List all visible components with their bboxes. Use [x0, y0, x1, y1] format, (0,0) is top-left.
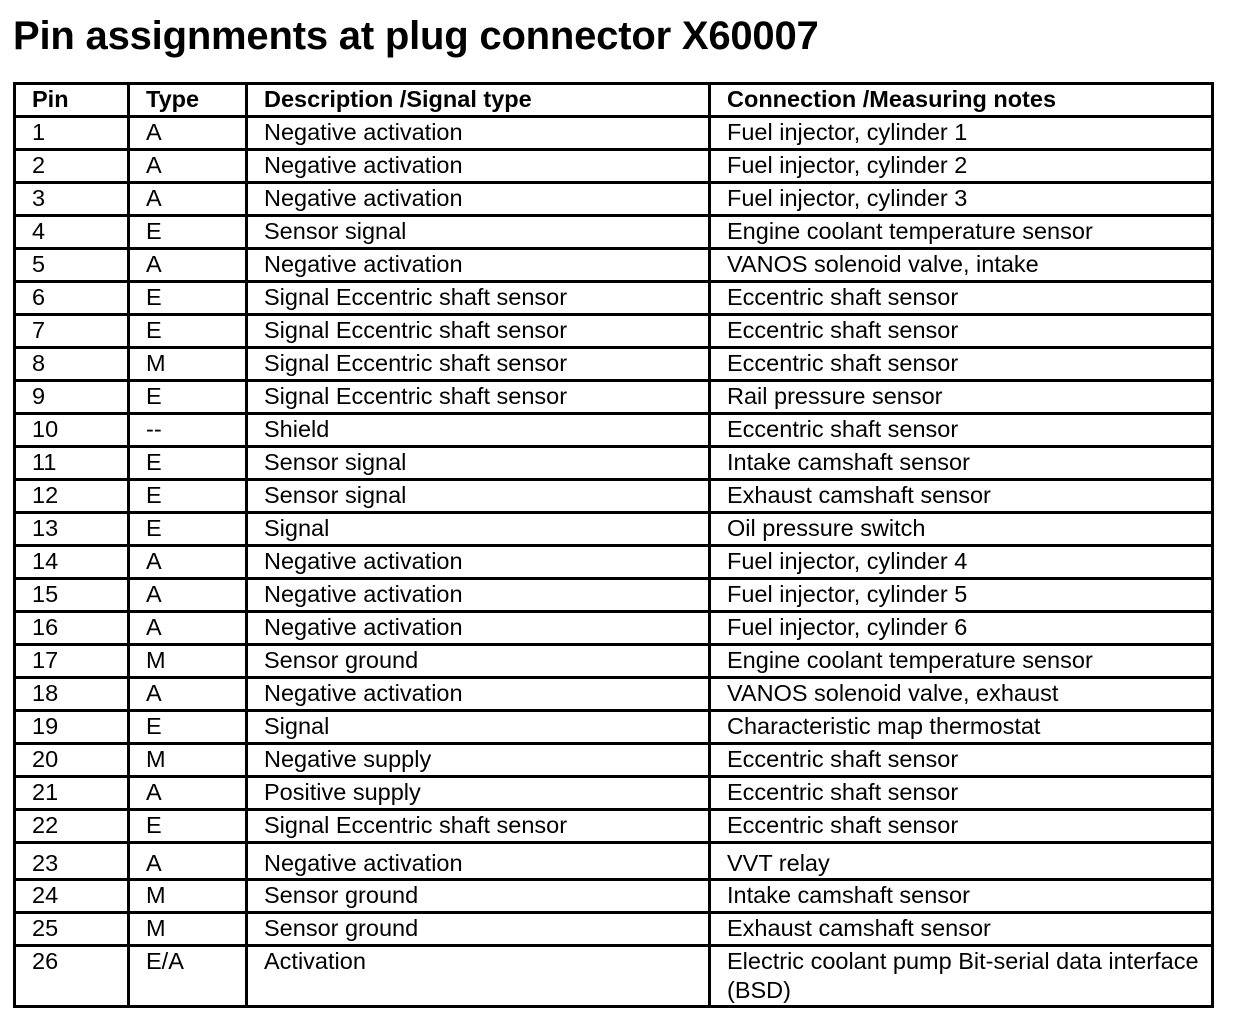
table-row — [15, 579, 1213, 612]
pin-cell: 1 — [15, 117, 129, 150]
pin-cell: 3 — [15, 183, 129, 216]
description-cell: Shield — [247, 414, 710, 447]
type-cell: E — [129, 447, 247, 480]
column-header-connection: Connection /Measuring notes — [710, 84, 1213, 117]
table-row — [15, 348, 1213, 381]
description-cell: Signal Eccentric shaft sensor — [247, 381, 710, 414]
connection-cell: Fuel injector, cylinder 4 — [710, 546, 1213, 579]
type-cell: E — [129, 711, 247, 744]
table-row — [15, 612, 1213, 645]
pin-cell: 26 — [15, 946, 129, 1007]
pin-cell: 7 — [15, 315, 129, 348]
pin-cell: 18 — [15, 678, 129, 711]
description-cell: Sensor ground — [247, 880, 710, 913]
connection-cell: VVT relay — [710, 843, 1213, 880]
description-cell: Negative activation — [247, 249, 710, 282]
type-cell: A — [129, 843, 247, 880]
table-row — [15, 946, 1213, 1007]
description-cell: Sensor signal — [247, 480, 710, 513]
table-row — [15, 282, 1213, 315]
connection-cell: Eccentric shaft sensor — [710, 282, 1213, 315]
connection-cell: Eccentric shaft sensor — [710, 414, 1213, 447]
type-cell: A — [129, 249, 247, 282]
description-cell: Signal Eccentric shaft sensor — [247, 282, 710, 315]
description-cell: Negative activation — [247, 117, 710, 150]
type-cell: E/A — [129, 946, 247, 1007]
pin-cell: 12 — [15, 480, 129, 513]
connection-cell: Engine coolant temperature sensor — [710, 216, 1213, 249]
connection-cell: Exhaust camshaft sensor — [710, 480, 1213, 513]
connection-cell: Engine coolant temperature sensor — [710, 645, 1213, 678]
type-cell: M — [129, 348, 247, 381]
description-cell: Signal — [247, 711, 710, 744]
type-cell: M — [129, 645, 247, 678]
connection-cell: Fuel injector, cylinder 5 — [710, 579, 1213, 612]
description-cell: Sensor signal — [247, 216, 710, 249]
pin-cell: 22 — [15, 810, 129, 843]
table-row — [15, 645, 1213, 678]
table-row — [15, 810, 1213, 843]
description-cell: Negative activation — [247, 678, 710, 711]
connection-cell: Electric coolant pump Bit-serial data interface (BSD) — [710, 946, 1213, 1007]
type-cell: E — [129, 282, 247, 315]
description-cell: Sensor ground — [247, 645, 710, 678]
connection-cell: Characteristic map thermostat — [710, 711, 1213, 744]
pin-cell: 17 — [15, 645, 129, 678]
type-cell: E — [129, 513, 247, 546]
type-cell: -- — [129, 414, 247, 447]
column-header-description: Description /Signal type — [247, 84, 710, 117]
type-cell: A — [129, 579, 247, 612]
table-row — [15, 711, 1213, 744]
table-row — [15, 183, 1213, 216]
connection-cell: Eccentric shaft sensor — [710, 744, 1213, 777]
description-cell: Signal Eccentric shaft sensor — [247, 315, 710, 348]
type-cell: E — [129, 216, 247, 249]
description-cell: Sensor signal — [247, 447, 710, 480]
pin-cell: 5 — [15, 249, 129, 282]
pin-cell: 21 — [15, 777, 129, 810]
table-row — [15, 843, 1213, 880]
connection-cell: Intake camshaft sensor — [710, 447, 1213, 480]
type-cell: M — [129, 880, 247, 913]
table-row — [15, 678, 1213, 711]
pin-assignment-table — [13, 82, 1214, 1008]
type-cell: A — [129, 612, 247, 645]
table-row — [15, 913, 1213, 946]
pin-cell: 14 — [15, 546, 129, 579]
description-cell: Negative activation — [247, 183, 710, 216]
connection-cell: Fuel injector, cylinder 6 — [710, 612, 1213, 645]
page-title: Pin assignments at plug connector X60007 — [13, 14, 819, 58]
table-row — [15, 216, 1213, 249]
type-cell: A — [129, 150, 247, 183]
type-cell: A — [129, 183, 247, 216]
table-row — [15, 315, 1213, 348]
description-cell: Negative activation — [247, 546, 710, 579]
connection-cell: Fuel injector, cylinder 2 — [710, 150, 1213, 183]
pin-cell: 10 — [15, 414, 129, 447]
connection-cell: Rail pressure sensor — [710, 381, 1213, 414]
pin-cell: 4 — [15, 216, 129, 249]
pin-cell: 6 — [15, 282, 129, 315]
type-cell: E — [129, 315, 247, 348]
table-row — [15, 480, 1213, 513]
table-row — [15, 447, 1213, 480]
connection-cell: Fuel injector, cylinder 1 — [710, 117, 1213, 150]
description-cell: Signal Eccentric shaft sensor — [247, 810, 710, 843]
pin-cell: 24 — [15, 880, 129, 913]
pin-cell: 16 — [15, 612, 129, 645]
table-row — [15, 744, 1213, 777]
table-header-row — [15, 84, 1213, 117]
type-cell: A — [129, 777, 247, 810]
pin-cell: 8 — [15, 348, 129, 381]
pin-cell: 20 — [15, 744, 129, 777]
type-cell: E — [129, 810, 247, 843]
connection-cell: Fuel injector, cylinder 3 — [710, 183, 1213, 216]
pin-cell: 11 — [15, 447, 129, 480]
pin-cell: 2 — [15, 150, 129, 183]
connection-cell: Intake camshaft sensor — [710, 880, 1213, 913]
description-cell: Negative supply — [247, 744, 710, 777]
description-cell: Negative activation — [247, 612, 710, 645]
connection-cell: Eccentric shaft sensor — [710, 348, 1213, 381]
description-cell: Signal Eccentric shaft sensor — [247, 348, 710, 381]
table-row — [15, 381, 1213, 414]
table-row — [15, 414, 1213, 447]
connection-cell: Eccentric shaft sensor — [710, 315, 1213, 348]
pin-cell: 15 — [15, 579, 129, 612]
column-header-pin: Pin — [15, 84, 129, 117]
type-cell: E — [129, 381, 247, 414]
type-cell: A — [129, 117, 247, 150]
connection-cell: Exhaust camshaft sensor — [710, 913, 1213, 946]
type-cell: A — [129, 546, 247, 579]
table-row — [15, 249, 1213, 282]
table-row — [15, 777, 1213, 810]
type-cell: A — [129, 678, 247, 711]
pin-cell: 25 — [15, 913, 129, 946]
description-cell: Negative activation — [247, 150, 710, 183]
type-cell: E — [129, 480, 247, 513]
pin-cell: 13 — [15, 513, 129, 546]
table-row — [15, 546, 1213, 579]
pin-cell: 9 — [15, 381, 129, 414]
description-cell: Sensor ground — [247, 913, 710, 946]
pin-cell: 19 — [15, 711, 129, 744]
connection-cell: Eccentric shaft sensor — [710, 777, 1213, 810]
connection-cell: Eccentric shaft sensor — [710, 810, 1213, 843]
description-cell: Negative activation — [247, 843, 710, 880]
table-row — [15, 513, 1213, 546]
connection-cell: Oil pressure switch — [710, 513, 1213, 546]
table-row — [15, 880, 1213, 913]
description-cell: Activation — [247, 946, 710, 1007]
connection-cell: VANOS solenoid valve, intake — [710, 249, 1213, 282]
table-row — [15, 150, 1213, 183]
description-cell: Signal — [247, 513, 710, 546]
type-cell: M — [129, 913, 247, 946]
description-cell: Positive supply — [247, 777, 710, 810]
description-cell: Negative activation — [247, 579, 710, 612]
column-header-type: Type — [129, 84, 247, 117]
table-row — [15, 117, 1213, 150]
type-cell: M — [129, 744, 247, 777]
pin-cell: 23 — [15, 843, 129, 880]
connection-cell: VANOS solenoid valve, exhaust — [710, 678, 1213, 711]
